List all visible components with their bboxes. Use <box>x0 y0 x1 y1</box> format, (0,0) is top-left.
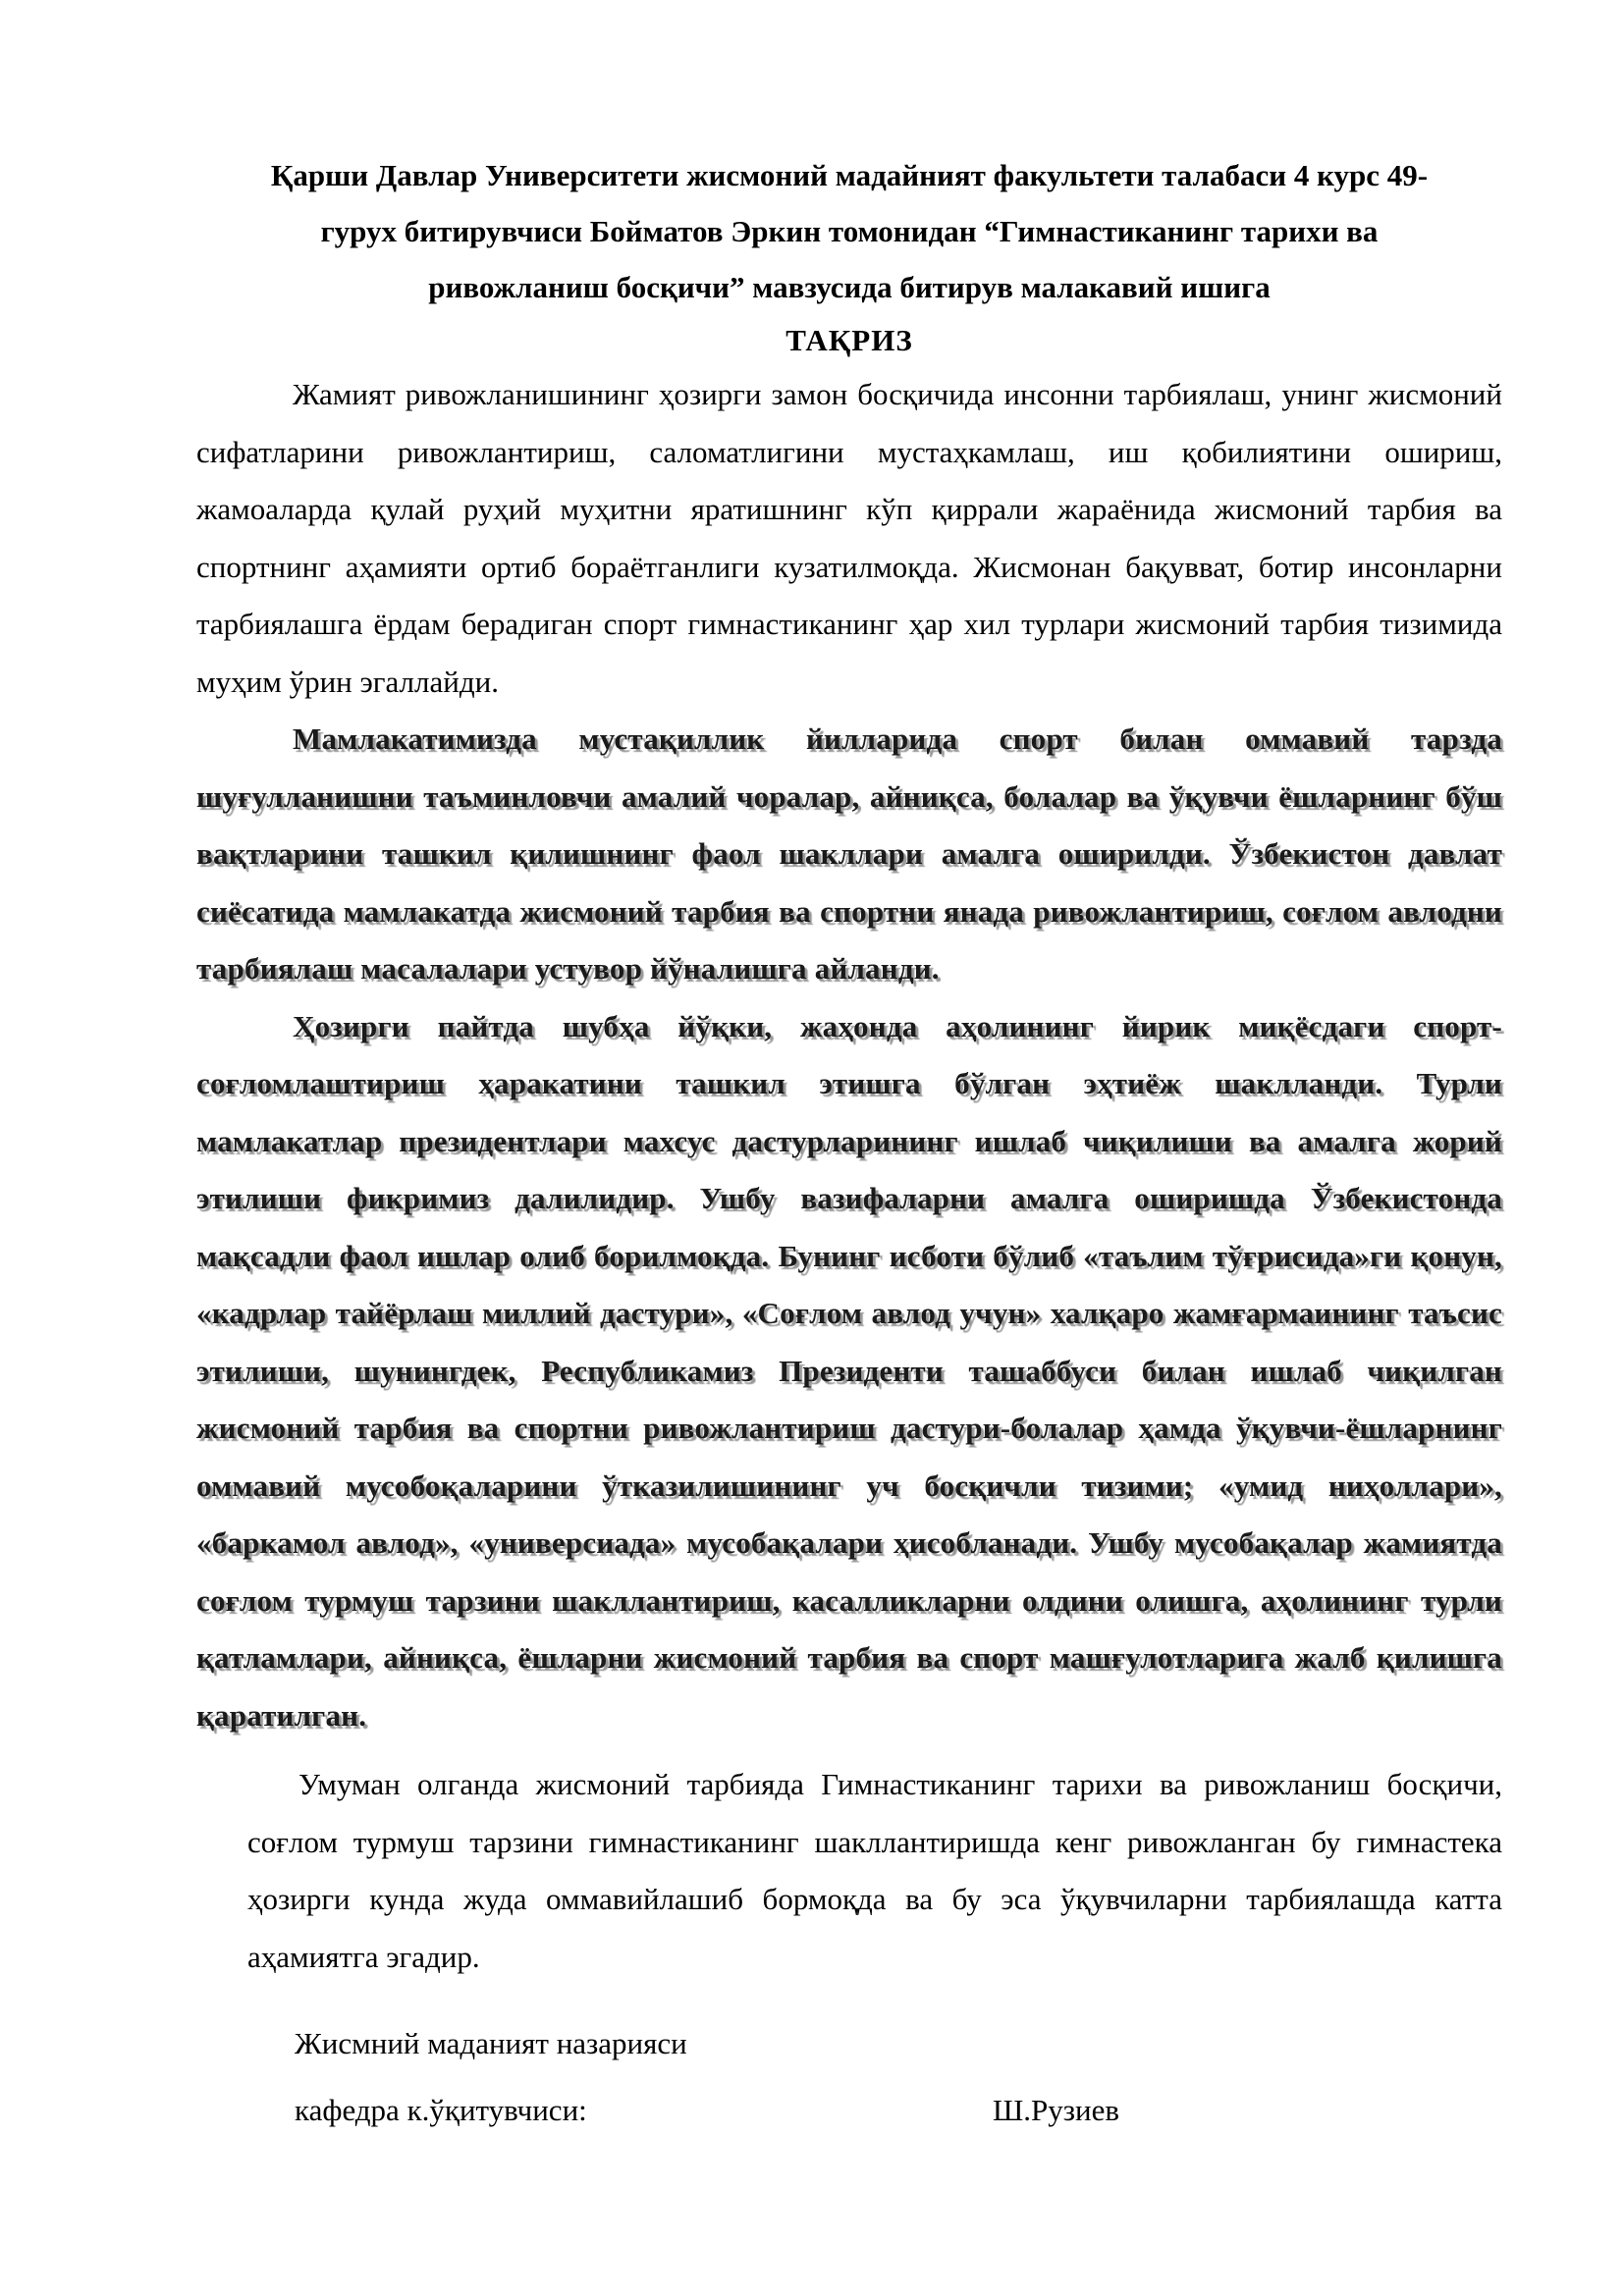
paragraph-4: Умуман олганда жисмоний тарбияда Гимнастиканинг тарихи ва ривожланиш босқичи, соғлом турмуш тарзини гимнастиканинг шакллантиришда кенг ривожланган бу гимнастека ҳозирги кунда жуда оммавийлашиб бормоқда ва бу эса ўқувчиларни тарбиялашда катта аҳамиятга эгадир. <box>247 1767 1502 1974</box>
signature-row <box>295 2077 1276 2144</box>
signature-block <box>295 2010 1276 2144</box>
signature-position: кафедра к.ўқитувчиси: <box>295 2093 587 2127</box>
paragraph-3: Ҳозирги пайтда шубҳа йўқки, жаҳонда аҳолининг йирик миқёсдаги спорт-соғломлаштириш ҳаракатини ташкил этишга бўлган эҳтиёж шаклланди. Турли мамлакатлар президентлари махсус дастурларининг ишлаб чиқилиши ва амалга жорий этилиши фикримиз далилидир. Ушбу вазифаларни амалга оширишда Ўзбекистонда мақсадли фаол ишлар олиб борилмоқда. Бунинг исботи бўлиб «таълим тўғрисида»ги қонун, «кадрлар тайёрлаш миллий дастури», «Соғлом авлод учун» халқаро жамғармаининг таъсис этилиши, шунингдек, Республикамиз Президенти ташаббуси билан ишлаб чиқилган жисмоний тарбия ва спортни ривожлантириш дастури-болалар ҳамда ўқувчи-ёшларнинг оммавий мусобоқаларини ўтказилишининг уч босқичли тизими; «умид ниҳоллари», «баркамол авлод», «универсиада» мусобақалари ҳисобланади. Ушбу мусобақалар жамиятда соғлом турмуш тарзини шакллантириш, касалликларни олдини олишга, аҳолининг турли қатламлари, айниқса, ёшларни жисмоний тарбия ва спорт машғулотларига жалб қилишга қаратилган. <box>196 1008 1502 1733</box>
document-title: ТАҚРИЗ <box>785 323 913 357</box>
paragraph-1: Жамият ривожланишининг ҳозирги замон босқичида инсонни тарбиялаш, унинг жисмоний сифатларини ривожлантириш, саломатлигини мустаҳкамлаш, иш қобилиятини ошириш, жамоаларда қулай руҳий муҳитни яратишнинг кўп қиррали жараёнида жисмоний тарбия ва спортнинг аҳамияти ортиб бораётганлиги кузатилмоқда. Жисмонан бақувват, ботир инсонларни тарбиялашга ёрдам берадиган спорт гимнастиканинг ҳар хил турлари жисмоний тарбия тизимида муҳим ўрин эгаллайди. <box>196 377 1502 699</box>
document-page <box>196 147 1502 1986</box>
signature-department: Жисмний маданият назарияси <box>295 2026 687 2060</box>
paragraph-2: Мамлакатимизда мустақиллик йилларида спорт билан оммавий тарзда шуғулланишни таъминловчи амалий чоралар, айниқса, болалар ва ўқувчи ёшларнинг бўш вақтларини ташкил қилишнинг фаол шакллари амалга оширилди. Ўзбекистон давлат сиёсатида мамлакатда жисмоний тарбия ва спортни янада ривожлантириш, соғлом авлодни тарбиялаш масалалари устувор йўналишга айланди. <box>196 721 1502 986</box>
heading-line-1: Қарши Давлар Университети жисмоний мадайният факультети талабаси 4 курс 49- <box>270 158 1429 192</box>
heading-line-3: ривожланиш босқичи” мавзусида битирув малакавий ишига <box>428 270 1271 304</box>
document-heading <box>196 147 1502 315</box>
signature-name: Ш.Рузиев <box>993 2093 1119 2127</box>
heading-line-2: гурух битирувчиси Бойматов Эркин томонидан “Гимнастиканинг тарихи ва <box>320 214 1379 248</box>
